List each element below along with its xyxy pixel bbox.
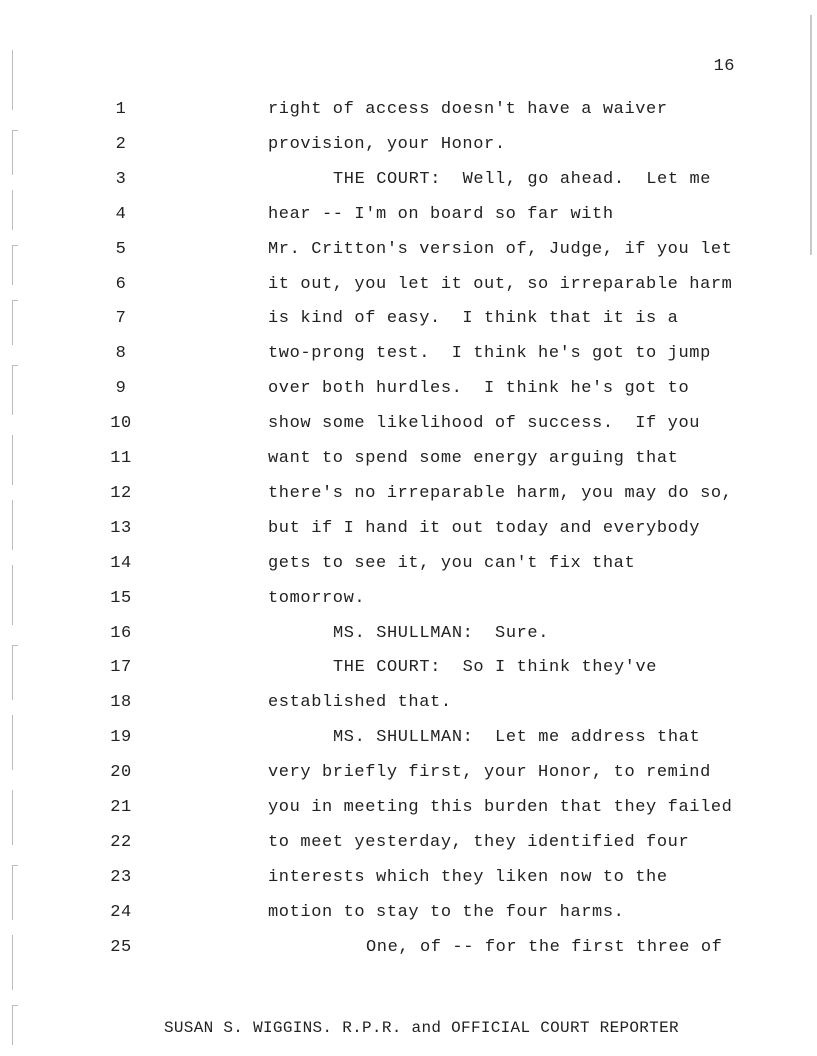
line-text: MS. SHULLMAN: Let me address that	[333, 728, 701, 748]
line-text: over both hurdles. I think he's got to	[268, 379, 690, 399]
line-number: 16	[110, 623, 132, 643]
line-number: 1	[115, 100, 127, 119]
line-number: 15	[110, 588, 132, 608]
line-number: 19	[110, 728, 132, 748]
line-number: 23	[110, 867, 132, 887]
line-number: 12	[110, 483, 132, 503]
line-text: THE COURT: So I think they've	[333, 658, 658, 678]
line-text: right of access doesn't have a waiver	[268, 100, 668, 119]
line-text: THE COURT: Well, go ahead. Let me	[333, 169, 712, 189]
line-text: very briefly first, your Honor, to remind	[268, 763, 711, 783]
line-number: 11	[110, 449, 132, 468]
page-number: 16	[713, 57, 735, 76]
reporter-footer: SUSAN S. WIGGINS. R.P.R. and OFFICIAL COURT REPORTER	[164, 1019, 679, 1037]
line-text: Mr. Critton's version of, Judge, if you let	[268, 239, 733, 259]
line-text: interests which they liken now to the	[268, 867, 668, 887]
line-text: you in meeting this burden that they failed	[268, 798, 733, 817]
line-number: 10	[110, 414, 132, 434]
line-text: tomorrow.	[268, 588, 366, 608]
line-number: 5	[115, 239, 127, 259]
line-text: there's no irreparable harm, you may do so,	[268, 483, 733, 503]
line-text: show some likelihood of success. If you	[268, 414, 701, 434]
line-number: 2	[115, 134, 127, 154]
line-text: established that.	[268, 693, 452, 713]
line-number: 17	[110, 658, 132, 678]
line-text: it out, you let it out, so irreparable harm	[268, 274, 733, 294]
line-text: One, of -- for the first three of	[366, 937, 723, 957]
line-text: is kind of easy. I think that it is a	[268, 309, 679, 329]
line-number: 4	[115, 204, 127, 224]
line-number: 20	[110, 763, 132, 783]
line-number: 13	[110, 518, 132, 538]
line-number: 8	[115, 344, 127, 364]
line-number: 6	[115, 274, 127, 294]
line-text: motion to stay to the four harms.	[268, 902, 625, 922]
line-number: 14	[110, 553, 132, 573]
line-text: gets to see it, you can't fix that	[268, 553, 636, 573]
line-text: MS. SHULLMAN: Sure.	[333, 623, 550, 643]
line-number: 25	[110, 937, 132, 957]
line-text: to meet yesterday, they identified four	[268, 832, 690, 852]
scan-mark	[12, 1005, 13, 1045]
line-text: provision, your Honor.	[268, 134, 506, 154]
line-number: 18	[110, 693, 132, 713]
line-number: 3	[115, 169, 127, 189]
line-number: 24	[110, 902, 132, 922]
line-text: two-prong test. I think he's got to jump	[268, 344, 711, 364]
line-number: 7	[115, 309, 127, 329]
line-text: but if I hand it out today and everybody	[268, 518, 701, 538]
line-number: 21	[110, 798, 132, 817]
line-number: 22	[110, 832, 132, 852]
line-text: hear -- I'm on board so far with	[268, 204, 614, 224]
line-number: 9	[115, 379, 127, 399]
line-text: want to spend some energy arguing that	[268, 449, 679, 468]
